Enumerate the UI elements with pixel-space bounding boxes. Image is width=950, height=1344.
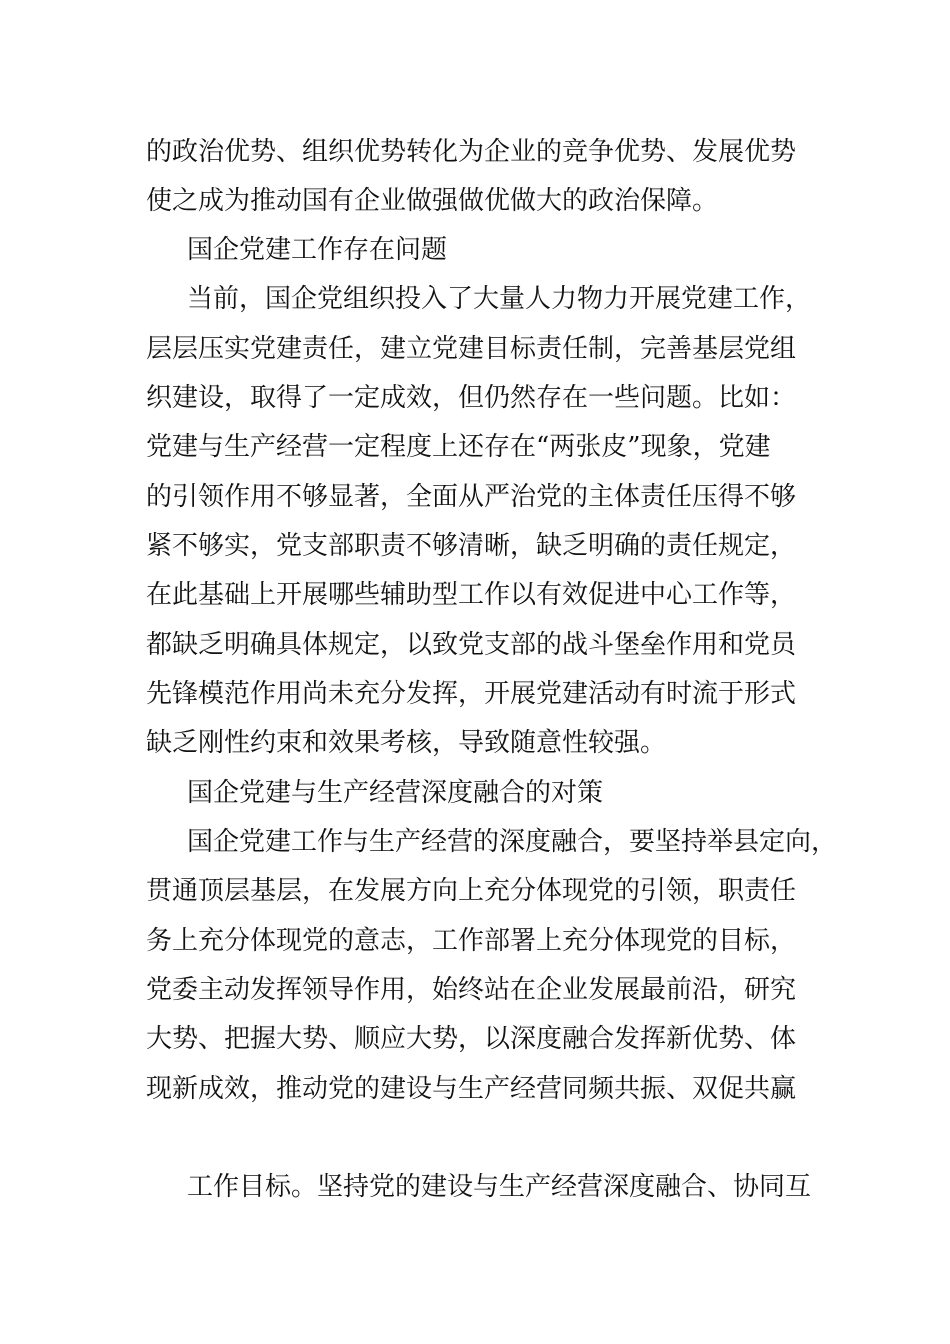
body-text-line: 工作目标。坚持党的建设与生产经营深度融合、协同互 — [187, 1172, 812, 1202]
body-text-line: 的政治优势、组织优势转化为企业的竞争优势、发展优势 — [146, 137, 797, 167]
body-text-line: 在此基础上开展哪些辅助型工作以有效促进中心工作等， — [146, 580, 797, 610]
body-text-line: 国企党建工作与生产经营的深度融合，要坚持举县定向， — [187, 827, 838, 857]
body-text-line: 贯通顶层基层，在发展方向上充分体现党的引领，职责任 — [146, 876, 797, 906]
body-text-line: 都缺乏明确具体规定，以致党支部的战斗堡垒作用和党员 — [146, 630, 797, 660]
body-text-line: 党委主动发挥领导作用，始终站在企业发展最前沿，研究 — [146, 975, 797, 1005]
body-text-line: 先锋模范作用尚未充分发挥，开展党建活动有时流于形式 — [146, 679, 797, 709]
section-heading: 国企党建工作存在问题 — [187, 235, 448, 265]
body-text-line: 大势、把握大势、顺应大势，以深度融合发挥新优势、体 — [146, 1024, 797, 1054]
body-text-line: 层层压实党建责任，建立党建目标责任制，完善基层党组 — [146, 334, 797, 364]
body-text-line: 使之成为推动国有企业做强做优做大的政治保障。 — [146, 186, 719, 216]
body-text-line: 紧不够实，党支部职责不够清晰，缺乏明确的责任规定， — [146, 531, 797, 561]
body-text-line: 务上充分体现党的意志，工作部署上充分体现党的目标， — [146, 926, 797, 956]
body-text-line: 现新成效，推动党的建设与生产经营同频共振、双促共赢 — [146, 1074, 797, 1104]
section-heading: 国企党建与生产经营深度融合的对策 — [187, 778, 604, 808]
body-text-line: 当前，国企党组织投入了大量人力物力开展党建工作， — [187, 284, 812, 314]
body-text-line: 缺乏刚性约束和效果考核，导致随意性较强。 — [146, 728, 667, 758]
body-text-line: 党建与生产经营一定程度上还存在“两张皮”现象，党建 — [146, 432, 771, 462]
body-text-line: 织建设，取得了一定成效，但仍然存在一些问题。比如： — [146, 383, 797, 413]
body-text-line: 的引领作用不够显著，全面从严治党的主体责任压得不够 — [146, 482, 797, 512]
